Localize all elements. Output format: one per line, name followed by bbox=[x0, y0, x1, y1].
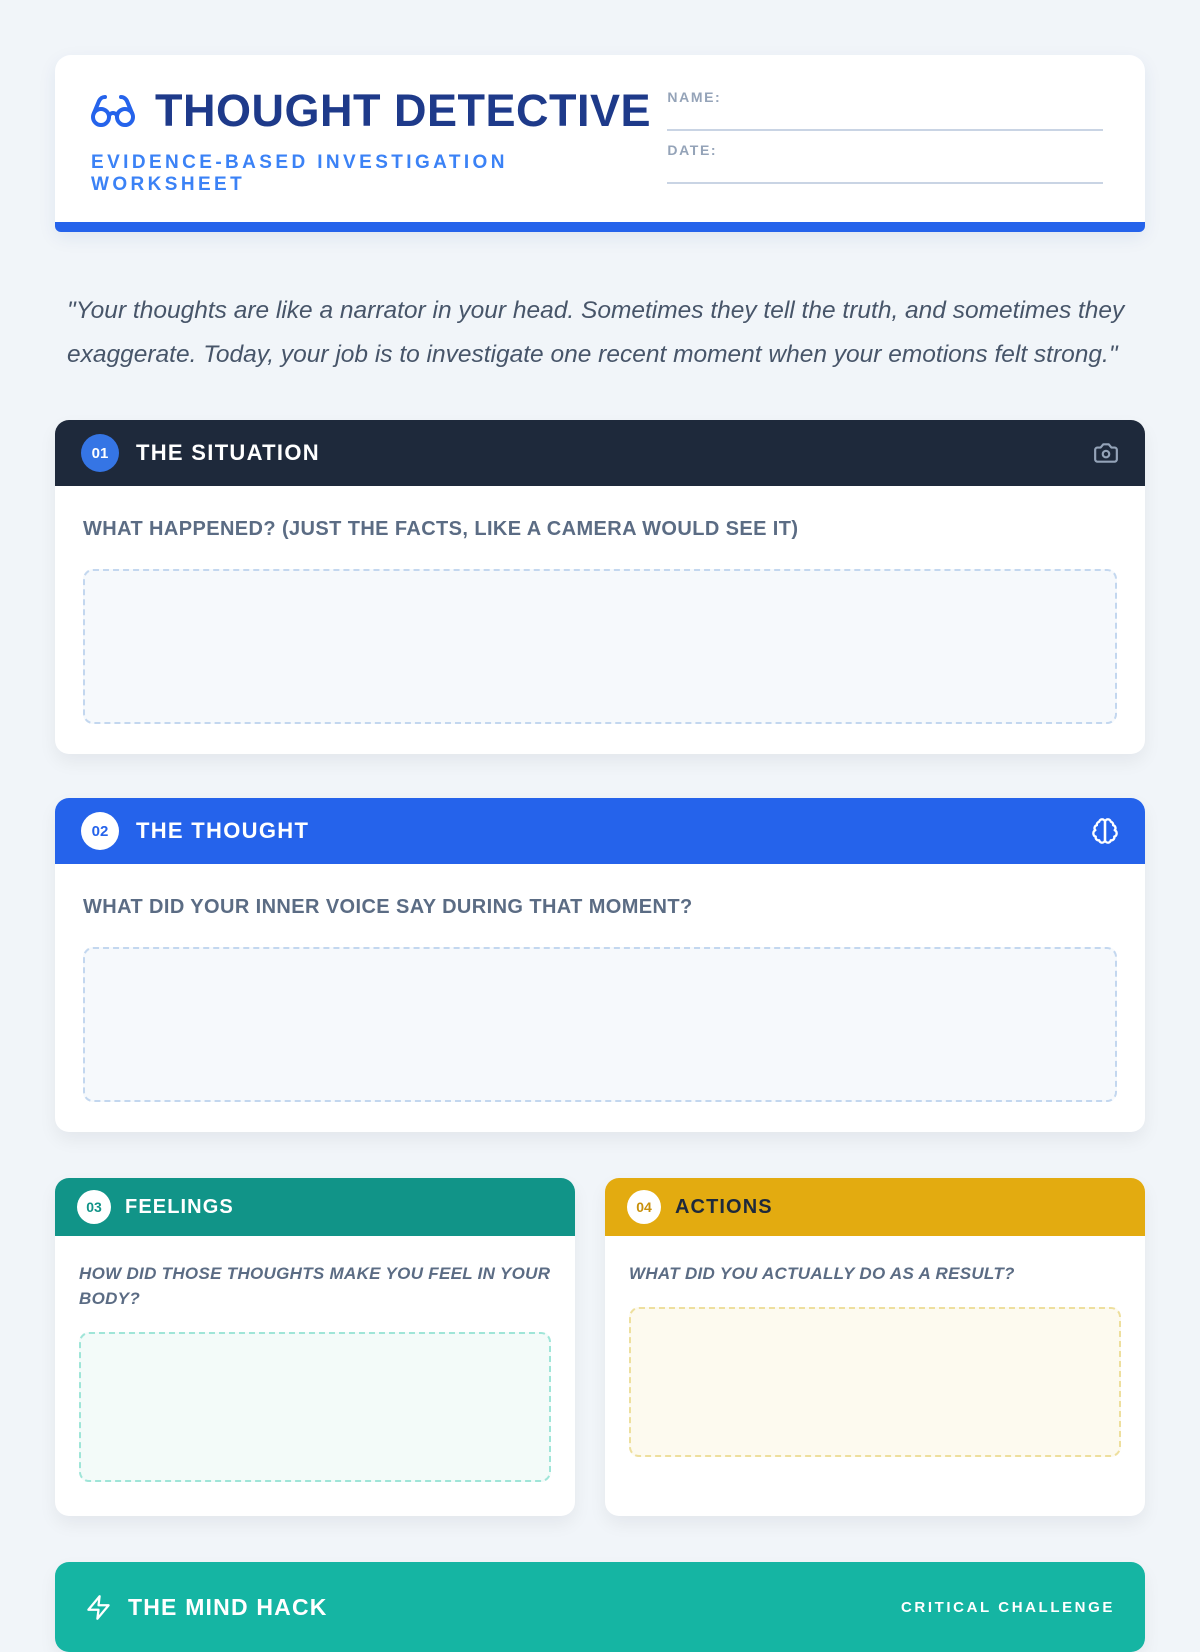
name-field-label: NAME: bbox=[667, 89, 722, 105]
camera-icon bbox=[1093, 440, 1119, 466]
feelings-answer-area[interactable] bbox=[79, 1332, 551, 1482]
thought-answer-area[interactable] bbox=[83, 947, 1117, 1102]
section-number-badge: 04 bbox=[627, 1190, 661, 1224]
feelings-actions-row bbox=[55, 1178, 1145, 1516]
date-field-label: DATE: bbox=[667, 142, 718, 158]
intro-quote: "Your thoughts are like a narrator in your head. Sometimes they tell the truth, and sometimes they exaggerate. Today, your job is to investigate one recent moment when your emotions felt strong." bbox=[67, 297, 1125, 368]
thought-header bbox=[55, 798, 1145, 864]
section-title: FEELINGS bbox=[125, 1195, 234, 1218]
section-actions-card bbox=[605, 1178, 1145, 1516]
question-label: WHAT DID YOU ACTUALLY DO AS A RESULT? bbox=[629, 1264, 1015, 1284]
section-title: THE THOUGHT bbox=[136, 818, 310, 844]
critical-challenge-badge: CRITICAL CHALLENGE bbox=[900, 1598, 1115, 1616]
actions-answer-area[interactable] bbox=[629, 1307, 1121, 1457]
section-feelings-card bbox=[55, 1178, 575, 1516]
section-number-badge: 03 bbox=[77, 1190, 111, 1224]
section-mind-hack-card bbox=[55, 1562, 1145, 1652]
situation-answer-area[interactable] bbox=[83, 569, 1117, 724]
situation-header bbox=[55, 420, 1145, 486]
section-number-badge: 01 bbox=[81, 434, 119, 472]
question-label: HOW DID THOSE THOUGHTS MAKE YOU FEEL IN YOUR BODY? bbox=[79, 1264, 551, 1308]
glasses-icon bbox=[89, 87, 137, 135]
page-subtitle: EVIDENCE-BASED INVESTIGATION WORKSHEET bbox=[91, 152, 508, 195]
worksheet-container bbox=[55, 0, 1145, 1652]
worksheet-header-card bbox=[55, 55, 1145, 232]
section-situation-card bbox=[55, 420, 1145, 754]
section-title: ACTIONS bbox=[675, 1195, 773, 1218]
header-accent-bar bbox=[55, 222, 1145, 232]
zap-icon bbox=[85, 1594, 112, 1621]
section-title: THE MIND HACK bbox=[128, 1593, 328, 1620]
section-title: THE SITUATION bbox=[136, 440, 320, 466]
page-title: THOUGHT DETECTIVE bbox=[155, 85, 652, 136]
brain-icon bbox=[1091, 817, 1119, 845]
section-thought-card bbox=[55, 798, 1145, 1132]
question-label: WHAT DID YOUR INNER VOICE SAY DURING THAT MOMENT? bbox=[83, 896, 693, 919]
brand-block bbox=[89, 85, 667, 196]
date-input[interactable] bbox=[667, 158, 1103, 184]
feelings-header bbox=[55, 1178, 575, 1236]
question-label: WHAT HAPPENED? (JUST THE FACTS, LIKE A CAMERA WOULD SEE IT) bbox=[83, 518, 799, 541]
id-fields bbox=[667, 85, 1103, 195]
actions-header bbox=[605, 1178, 1145, 1236]
section-number-badge: 02 bbox=[81, 812, 119, 850]
name-input[interactable] bbox=[667, 105, 1103, 131]
